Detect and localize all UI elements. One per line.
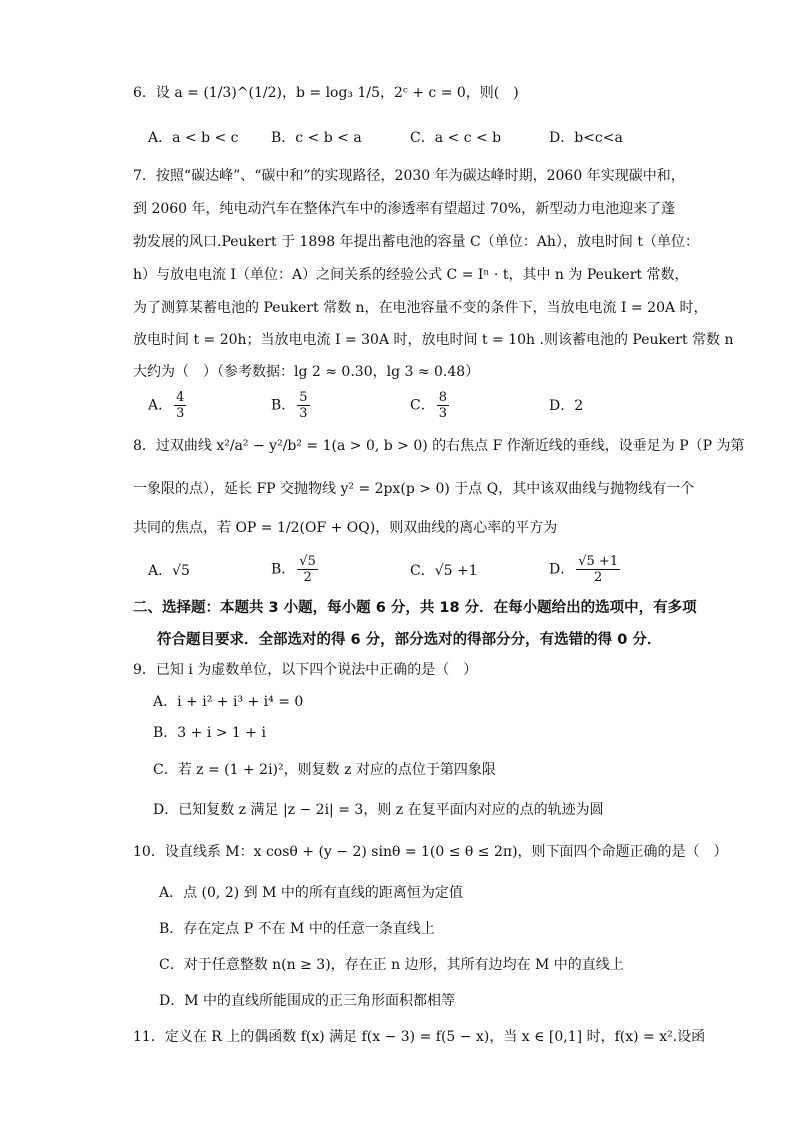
q7-option-c xyxy=(410,390,451,421)
q7-option-b-fraction xyxy=(297,390,309,421)
q8-option-b xyxy=(271,554,320,585)
q8-option-a xyxy=(148,561,190,581)
q8-option-d xyxy=(549,554,622,585)
q9-option-b: B．3 + i > 1 + i xyxy=(153,725,266,741)
q8-option-b-den: 2 xyxy=(303,570,312,585)
q8-line-3: 共同的焦点，若 OP = 1/2(OF + OQ)，则双曲线的离心率的平方为 xyxy=(133,520,558,536)
q10-option-d: D．M 中的直线所能围成的正三角形面积都相等 xyxy=(159,993,456,1009)
q9-option-c: C．若 z = (1 + 2i)²，则复数 z 对应的点位于第四象限 xyxy=(153,762,496,778)
q7-option-a xyxy=(148,390,188,421)
q7-option-b xyxy=(271,390,312,421)
q8-option-a-text: √5 xyxy=(172,563,190,579)
q7-option-d xyxy=(549,396,583,416)
q11-stem: 11．定义在 R 上的偶函数 f(x) 满足 f(x − 3) = f(5 − x)，当 x ∈ [0,1] 时，f(x) = x².设函 xyxy=(133,1029,706,1045)
q7-option-a-den: 3 xyxy=(176,406,185,421)
q6-option-b: B．c < b < a xyxy=(271,130,362,146)
section2-heading-line-2: 符合题目要求．全部选对的得 6 分，部分选对的得部分分，有选错的得 0 分． xyxy=(157,632,662,648)
q7-line-5: 为了测算某蓄电池的 Peukert 常数 n，在电池容量不变的条件下，当放电电流 I = 20A 时， xyxy=(133,300,708,316)
q9-stem: 9．已知 i 为虚数单位，以下四个说法中正确的是（ ） xyxy=(133,662,478,678)
q7-line-1: 7．按照“碳达峰”、“碳中和”的实现路径，2030 年为碳达峰时期，2060 年实现碳中和， xyxy=(133,168,685,184)
q7-option-a-num: 4 xyxy=(176,390,185,405)
q10-option-a: A．点 (0, 2) 到 M 中的所有直线的距离恒为定值 xyxy=(159,885,463,901)
q7-option-c-den: 3 xyxy=(438,406,447,421)
q7-option-c-fraction xyxy=(437,390,449,421)
q10-option-b: B．存在定点 P 不在 M 中的任意一条直线上 xyxy=(159,921,435,937)
q7-option-b-den: 3 xyxy=(299,406,308,421)
q9-option-a: A．i + i² + i³ + i⁴ = 0 xyxy=(153,694,304,710)
q7-option-b-label: B． xyxy=(271,397,296,414)
q7-option-d-text: 2 xyxy=(574,398,584,414)
q7-option-c-label: C． xyxy=(410,397,435,414)
q8-option-c-text: √5 +1 xyxy=(434,563,478,579)
q7-option-b-num: 5 xyxy=(299,390,308,405)
q8-option-b-label: B． xyxy=(271,561,296,578)
q7-line-4: h）与放电电流 I（单位：A）之间关系的经验公式 C = Iⁿ · t，其中 n 为 Peukert 常数， xyxy=(133,267,689,283)
q7-line-6: 放电时间 t = 20h；当放电电流 I = 30A 时，放电时间 t = 10h .则该蓄电池的 Peukert 常数 n xyxy=(133,332,734,348)
q7-option-a-fraction xyxy=(174,390,186,421)
q8-line-1: 8．过双曲线 x²/a² − y²/b² = 1(a > 0, b > 0) 的右焦点 F 作渐近线的垂线，设垂足为 P（P 为第 xyxy=(133,438,745,454)
q10-option-c: C．对于任意整数 n(n ≥ 3)，存在正 n 边形，其所有边均在 M 中的直线上 xyxy=(159,957,624,973)
q10-stem: 10．设直线系 M：x cosθ + (y − 2) sinθ = 1(0 ≤ θ ≤ 2π)，则下面四个命题正确的是（ ） xyxy=(133,844,728,860)
section2-heading-line-1: 二、选择题：本题共 3 小题，每小题 6 分，共 18 分．在每小题给出的选项中，有多项 xyxy=(133,600,697,616)
q8-option-c-label: C． xyxy=(410,563,435,579)
q6-option-d: D．b<c<a xyxy=(549,130,623,146)
q8-option-d-label: D． xyxy=(549,561,575,578)
q8-option-d-fraction xyxy=(576,554,620,585)
q8-option-d-den: 2 xyxy=(594,570,603,585)
q8-option-b-num: √5 xyxy=(299,554,316,569)
q7-option-a-label: A． xyxy=(148,397,173,414)
q6-option-c: C．a < c < b xyxy=(410,130,502,146)
q7-line-7: 大约为（ ）（参考数据：lg 2 ≈ 0.30，lg 3 ≈ 0.48） xyxy=(133,364,480,380)
q8-line-2: 一象限的点），延长 FP 交抛物线 y² = 2px(p > 0) 于点 Q，其中该双曲线与抛物线有一个 xyxy=(133,481,695,497)
q7-line-3: 勃发展的风口.Peukert 于 1898 年提出蓄电池的容量 C（单位：Ah），放电时间 t（单位： xyxy=(133,234,699,250)
q8-option-c xyxy=(410,561,478,581)
q8-option-a-label: A． xyxy=(148,563,173,579)
q7-option-c-num: 8 xyxy=(438,390,447,405)
q8-option-b-fraction xyxy=(297,554,318,585)
q6-option-a: A．a < b < c xyxy=(148,130,239,146)
q8-option-d-num: √5 +1 xyxy=(578,554,619,569)
q6-stem: 6．设 a = (1/3)^(1/2)，b = log₃ 1/5，2ᶜ + c = 0，则( ) xyxy=(133,85,519,101)
q7-option-d-label: D． xyxy=(549,398,575,414)
q9-option-d: D．已知复数 z 满足 |z − 2i| = 3，则 z 在复平面内对应的点的轨迹为圆 xyxy=(153,802,604,818)
q7-line-2: 到 2060 年，纯电动汽车在整体汽车中的渗透率有望超过 70%，新型动力电池迎来了蓬 xyxy=(133,201,676,217)
